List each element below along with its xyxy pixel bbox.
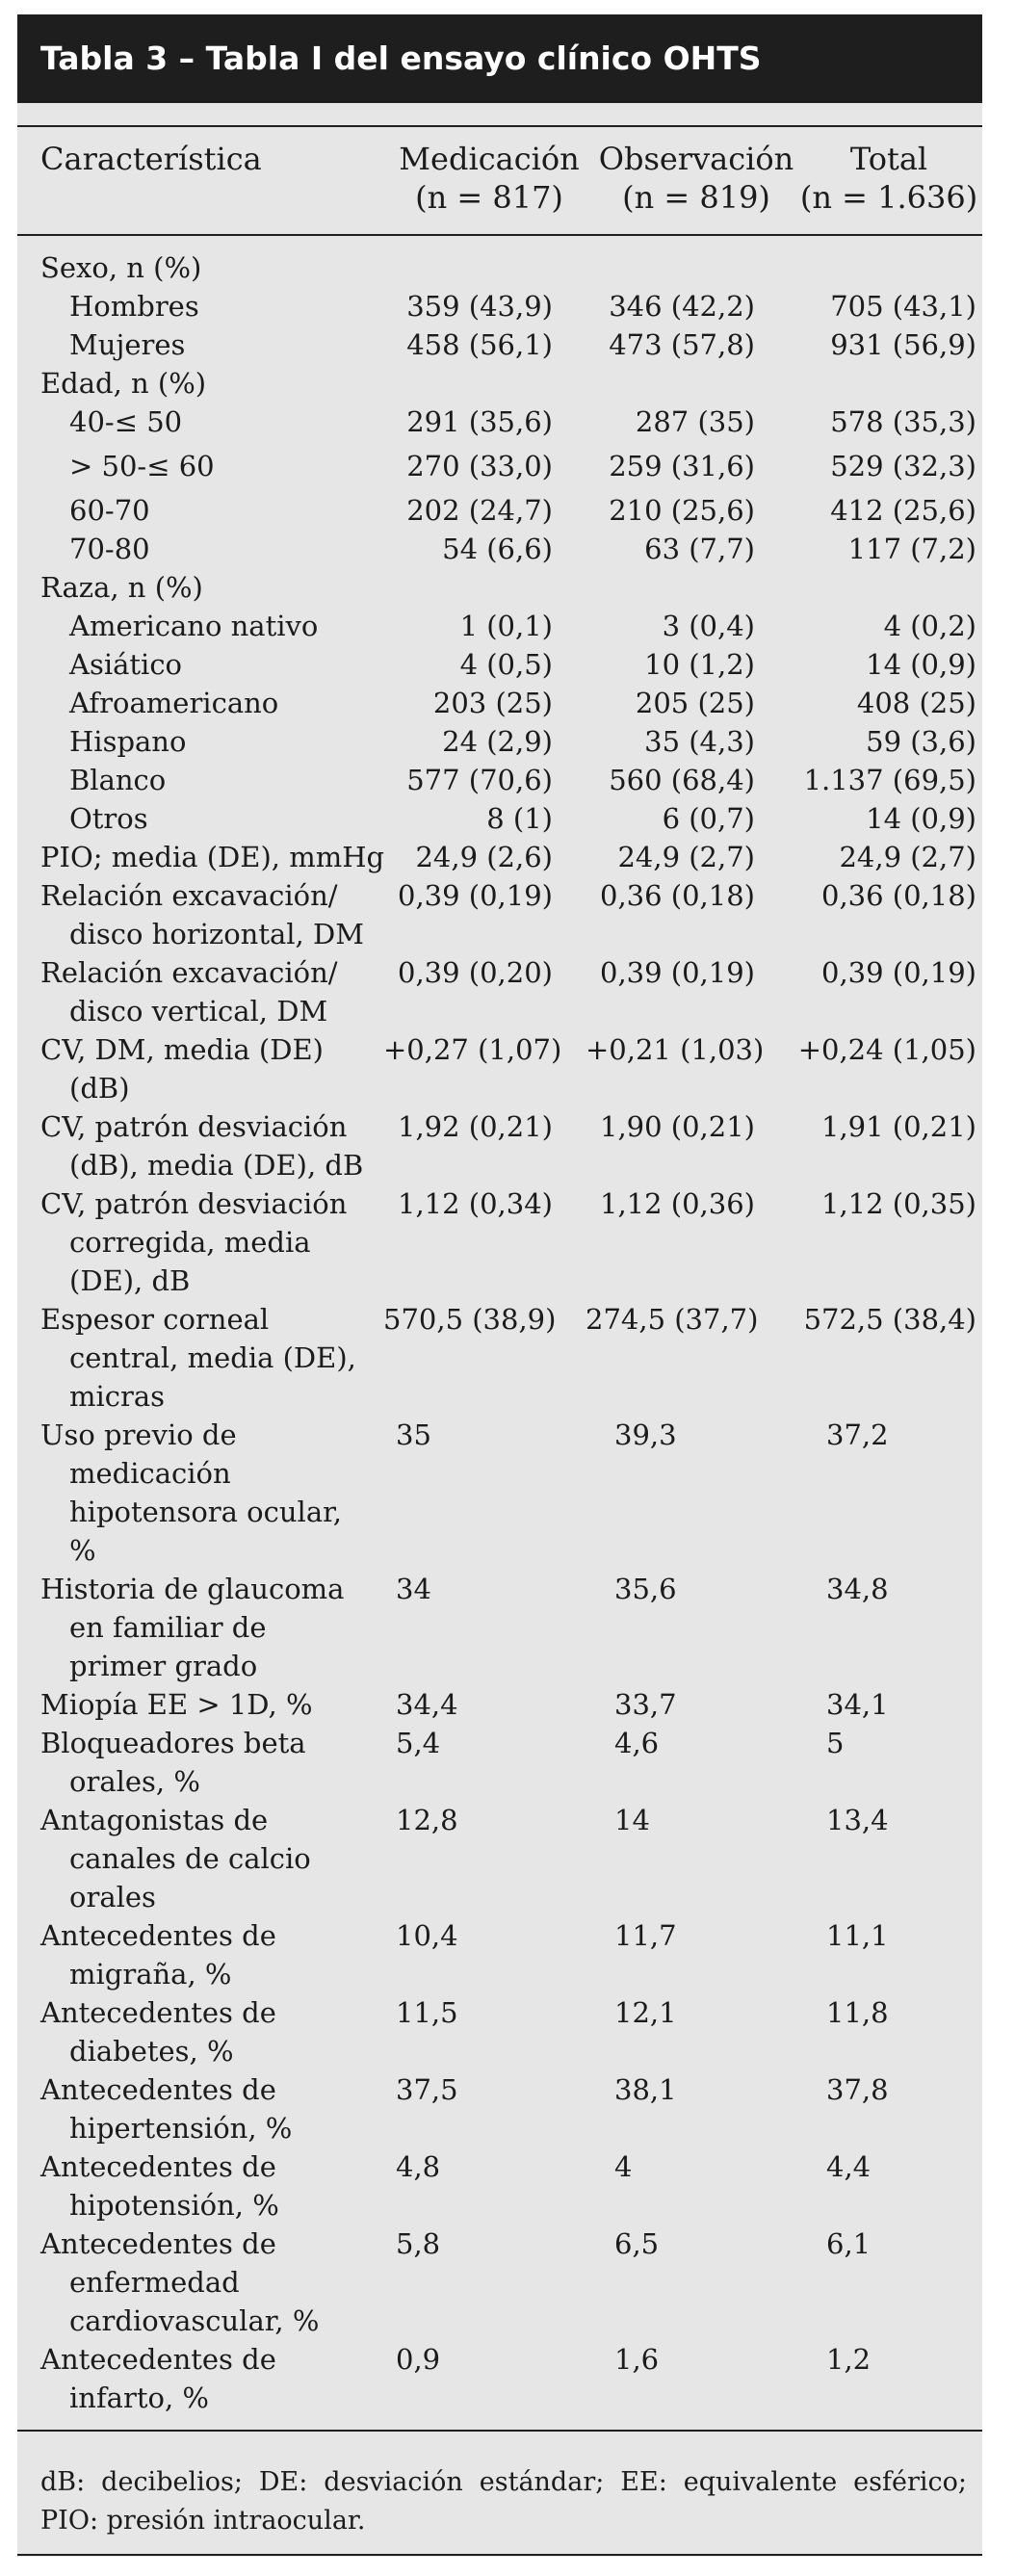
row-label-line: micras	[69, 1380, 166, 1413]
row-label-line: 70-80	[69, 533, 150, 565]
row-label	[69, 607, 411, 645]
row-label	[40, 2340, 382, 2417]
row-label-line: medicación	[69, 1457, 231, 1490]
value-medication: 0,39 (0,19)	[398, 879, 553, 912]
row-label-line: Blanco	[69, 764, 167, 796]
row-label-line: Bloqueadores beta	[40, 1727, 306, 1759]
value-observation: +0,21 (1,03)	[586, 1033, 765, 1066]
value-total: 5	[826, 1727, 845, 1759]
value-medication: 37,5	[396, 2073, 458, 2106]
value-total: 37,8	[826, 2073, 889, 2106]
value-observation: 274,5 (37,7)	[586, 1303, 759, 1336]
row-label-line: PIO; media (DE), mmHg	[40, 841, 385, 873]
row-label	[40, 1724, 382, 1801]
row-label-line: Miopía EE > 1D, %	[40, 1688, 313, 1721]
value-medication: 34	[396, 1573, 431, 1605]
value-total: 6,1	[826, 2227, 872, 2260]
row-label	[40, 1030, 382, 1107]
header-total	[797, 140, 980, 217]
value-medication: 4,8	[396, 2150, 441, 2183]
value-medication: 359 (43,9)	[406, 290, 553, 323]
row-label-line: Afroamericano	[69, 687, 279, 719]
value-medication: 24,9 (2,6)	[415, 841, 553, 873]
row-label-line: (dB)	[69, 1072, 130, 1105]
row-label-line: Historia de glaucoma	[40, 1573, 345, 1605]
row-label-line: disco horizontal, DM	[69, 918, 364, 950]
value-medication: 35	[396, 1418, 431, 1451]
row-label-line: (dB), media (DE), dB	[69, 1149, 364, 1182]
row-label-line: Sexo, n (%)	[40, 251, 202, 284]
value-observation: 287 (35)	[635, 405, 755, 438]
row-label-line: cardiovascular, %	[69, 2304, 320, 2337]
value-observation: 473 (57,8)	[609, 328, 755, 361]
row-label-line: 40-≤ 50	[69, 405, 183, 438]
value-medication: 1,92 (0,21)	[398, 1110, 553, 1143]
row-label	[40, 1570, 382, 1685]
row-label	[69, 530, 411, 568]
value-observation: 4	[614, 2150, 633, 2183]
row-label-line: Hispano	[69, 725, 187, 758]
header-top-rule	[17, 125, 982, 127]
value-observation: 210 (25,6)	[609, 494, 755, 527]
row-label-line: 60-70	[69, 494, 150, 527]
value-total: 14 (0,9)	[866, 802, 976, 835]
value-total: 59 (3,6)	[866, 725, 976, 758]
value-medication: 570,5 (38,9)	[383, 1303, 557, 1336]
value-medication: 1 (0,1)	[459, 610, 553, 642]
header-observation	[586, 140, 807, 217]
row-label	[40, 364, 382, 403]
row-label	[69, 325, 411, 364]
row-label-line: Americano nativo	[69, 610, 319, 642]
header-characteristic: Característica	[40, 141, 262, 177]
value-total: 572,5 (38,4)	[803, 1303, 976, 1336]
header-bottom-rule	[17, 234, 982, 236]
row-label	[40, 1416, 382, 1570]
row-label-line: hipotensora ocular,	[69, 1496, 343, 1528]
row-label-line: Antecedentes de	[40, 2150, 276, 2183]
value-observation: 1,12 (0,36)	[600, 1187, 755, 1220]
row-label	[40, 568, 382, 607]
header-medication-name: Medicación	[399, 141, 580, 177]
row-label-line: Raza, n (%)	[40, 571, 203, 604]
value-total: 117 (7,2)	[847, 533, 976, 565]
value-medication: 577 (70,6)	[406, 764, 553, 796]
row-label	[69, 491, 411, 530]
row-label-line: enfermedad	[69, 2266, 240, 2299]
value-medication: 203 (25)	[432, 687, 553, 719]
value-total: 1,91 (0,21)	[821, 1110, 976, 1143]
row-label-line: disco vertical, DM	[69, 995, 328, 1028]
row-label-line: (DE), dB	[69, 1264, 191, 1297]
row-label-line: Espesor corneal	[40, 1303, 270, 1336]
value-medication: 8 (1)	[486, 802, 553, 835]
value-observation: 12,1	[614, 1996, 677, 2029]
row-label-line: Antecedentes de	[40, 2343, 276, 2376]
row-label-line: Edad, n (%)	[40, 367, 207, 400]
row-label-line: diabetes, %	[69, 2035, 234, 2068]
row-label-line: Antagonistas de	[40, 1804, 269, 1836]
value-total: 412 (25,6)	[830, 494, 976, 527]
value-observation: 63 (7,7)	[644, 533, 755, 565]
header-total-n: (n = 1.636)	[799, 179, 978, 216]
row-label	[40, 2147, 382, 2225]
row-label-line: Otros	[69, 802, 148, 835]
value-observation: 6 (0,7)	[662, 802, 755, 835]
value-medication: 202 (24,7)	[406, 494, 553, 527]
row-label-line: Relación excavación/	[40, 879, 338, 912]
header-total-name: Total	[849, 141, 928, 177]
value-medication: 24 (2,9)	[442, 725, 553, 758]
row-label-line: en familiar de	[69, 1611, 267, 1644]
row-label	[40, 1916, 382, 1993]
footnote-bottom-rule	[17, 2554, 982, 2556]
header-observation-name: Observación	[598, 141, 794, 177]
value-total: 1,2	[826, 2343, 872, 2376]
value-medication: 1,12 (0,34)	[398, 1187, 553, 1220]
value-medication: 458 (56,1)	[406, 328, 553, 361]
value-total: 4,4	[826, 2150, 872, 2183]
row-label	[40, 248, 382, 287]
table-panel	[17, 14, 982, 2557]
value-total: 34,8	[826, 1573, 889, 1605]
row-label	[69, 287, 411, 325]
row-label-line: hipotensión, %	[69, 2189, 279, 2222]
value-observation: 1,6	[614, 2343, 660, 2376]
row-label-line: Antecedentes de	[40, 2073, 276, 2106]
row-label-line: primer grado	[69, 1650, 258, 1682]
row-label	[40, 2225, 382, 2340]
value-medication: 270 (33,0)	[406, 450, 553, 482]
value-observation: 14	[614, 1804, 650, 1836]
row-label-line: Hombres	[69, 290, 199, 323]
row-label-line: central, media (DE),	[69, 1341, 356, 1374]
row-label	[40, 1107, 382, 1184]
row-label-line: Mujeres	[69, 328, 186, 361]
row-label-line: corregida, media	[69, 1226, 311, 1259]
value-observation: 4,6	[614, 1727, 660, 1759]
row-label	[69, 403, 411, 441]
row-label	[40, 876, 382, 953]
row-label-line: migraña, %	[69, 1958, 232, 1991]
value-observation: 0,36 (0,18)	[600, 879, 755, 912]
value-medication: 0,9	[396, 2343, 441, 2376]
value-observation: 259 (31,6)	[609, 450, 755, 482]
row-label	[40, 838, 385, 876]
value-medication: 5,4	[396, 1727, 441, 1759]
row-label-line: hipertensión, %	[69, 2112, 293, 2145]
value-total: 14 (0,9)	[866, 648, 976, 681]
row-label	[40, 1300, 382, 1416]
header-observation-n: (n = 819)	[622, 179, 770, 216]
row-label-line: > 50-≤ 60	[69, 450, 215, 482]
row-label	[40, 953, 382, 1030]
value-medication: 5,8	[396, 2227, 441, 2260]
row-label	[40, 2070, 382, 2147]
row-label	[40, 1801, 382, 1916]
value-total: 1,12 (0,35)	[821, 1187, 976, 1220]
header-medication	[383, 140, 595, 217]
row-label	[40, 1184, 382, 1300]
value-total: 11,8	[826, 1996, 889, 2029]
row-label	[69, 722, 411, 761]
row-label-line: CV, DM, media (DE)	[40, 1033, 324, 1066]
row-label-line: %	[69, 1534, 96, 1567]
value-medication: 0,39 (0,20)	[398, 956, 553, 989]
row-label-line: Relación excavación/	[40, 956, 338, 989]
value-observation: 3 (0,4)	[662, 610, 755, 642]
table-bottom-rule	[17, 2430, 982, 2432]
value-observation: 6,5	[614, 2227, 660, 2260]
value-observation: 33,7	[614, 1688, 677, 1721]
value-medication: 12,8	[396, 1804, 458, 1836]
value-observation: 205 (25)	[635, 687, 755, 719]
row-label-line: Antecedentes de	[40, 1919, 276, 1952]
value-observation: 35 (4,3)	[644, 725, 755, 758]
value-total: 0,39 (0,19)	[821, 956, 976, 989]
value-total: 0,36 (0,18)	[821, 879, 976, 912]
value-total: 4 (0,2)	[883, 610, 976, 642]
value-observation: 11,7	[614, 1919, 677, 1952]
header-medication-n: (n = 817)	[415, 179, 563, 216]
row-label-line: Antecedentes de	[40, 1996, 276, 2029]
row-label-line: orales, %	[69, 1765, 200, 1798]
value-total: 705 (43,1)	[830, 290, 976, 323]
value-observation: 35,6	[614, 1573, 677, 1605]
value-observation: 10 (1,2)	[644, 648, 755, 681]
row-label-line: Asiático	[69, 648, 183, 681]
row-label-line: infarto, %	[69, 2381, 209, 2414]
value-total: +0,24 (1,05)	[797, 1033, 976, 1066]
value-observation: 38,1	[614, 2073, 677, 2106]
row-label	[40, 1685, 382, 1724]
value-medication: 10,4	[396, 1919, 458, 1952]
row-label-line: orales	[69, 1881, 156, 1913]
value-total: 408 (25)	[856, 687, 976, 719]
value-total: 1.137 (69,5)	[803, 764, 976, 796]
value-observation: 560 (68,4)	[609, 764, 755, 796]
value-medication: 11,5	[396, 1996, 458, 2029]
value-observation: 0,39 (0,19)	[600, 956, 755, 989]
row-label-line: Uso previo de	[40, 1418, 237, 1451]
value-observation: 39,3	[614, 1418, 677, 1451]
value-total: 37,2	[826, 1418, 889, 1451]
row-label-line: CV, patrón desviación	[40, 1110, 348, 1143]
row-label-line: canales de calcio	[69, 1842, 311, 1875]
value-medication: +0,27 (1,07)	[383, 1033, 562, 1066]
row-label-line: CV, patrón desviación	[40, 1187, 348, 1220]
value-medication: 54 (6,6)	[442, 533, 553, 565]
value-total: 11,1	[826, 1919, 889, 1952]
value-observation: 24,9 (2,7)	[617, 841, 755, 873]
value-total: 529 (32,3)	[830, 450, 976, 482]
row-label-line: Antecedentes de	[40, 2227, 276, 2260]
row-label	[69, 761, 411, 799]
row-label	[40, 1993, 382, 2070]
value-total: 931 (56,9)	[830, 328, 976, 361]
value-total: 34,1	[826, 1688, 889, 1721]
row-label	[69, 645, 411, 684]
value-total: 13,4	[826, 1804, 889, 1836]
table-footnote: dB: decibelios; DE: desviación estándar; EE: equivalente esférico; PIO: presión intraocular.	[40, 2467, 967, 2536]
table-title: Tabla 3 – Tabla I del ensayo clínico OHTS	[17, 14, 982, 103]
row-label	[69, 447, 411, 485]
value-total: 24,9 (2,7)	[839, 841, 976, 873]
value-medication: 4 (0,5)	[459, 648, 553, 681]
value-medication: 34,4	[396, 1688, 458, 1721]
value-total: 578 (35,3)	[830, 405, 976, 438]
value-medication: 291 (35,6)	[406, 405, 553, 438]
value-observation: 346 (42,2)	[609, 290, 755, 323]
row-label	[69, 684, 411, 722]
value-observation: 1,90 (0,21)	[600, 1110, 755, 1143]
row-label	[69, 799, 411, 838]
